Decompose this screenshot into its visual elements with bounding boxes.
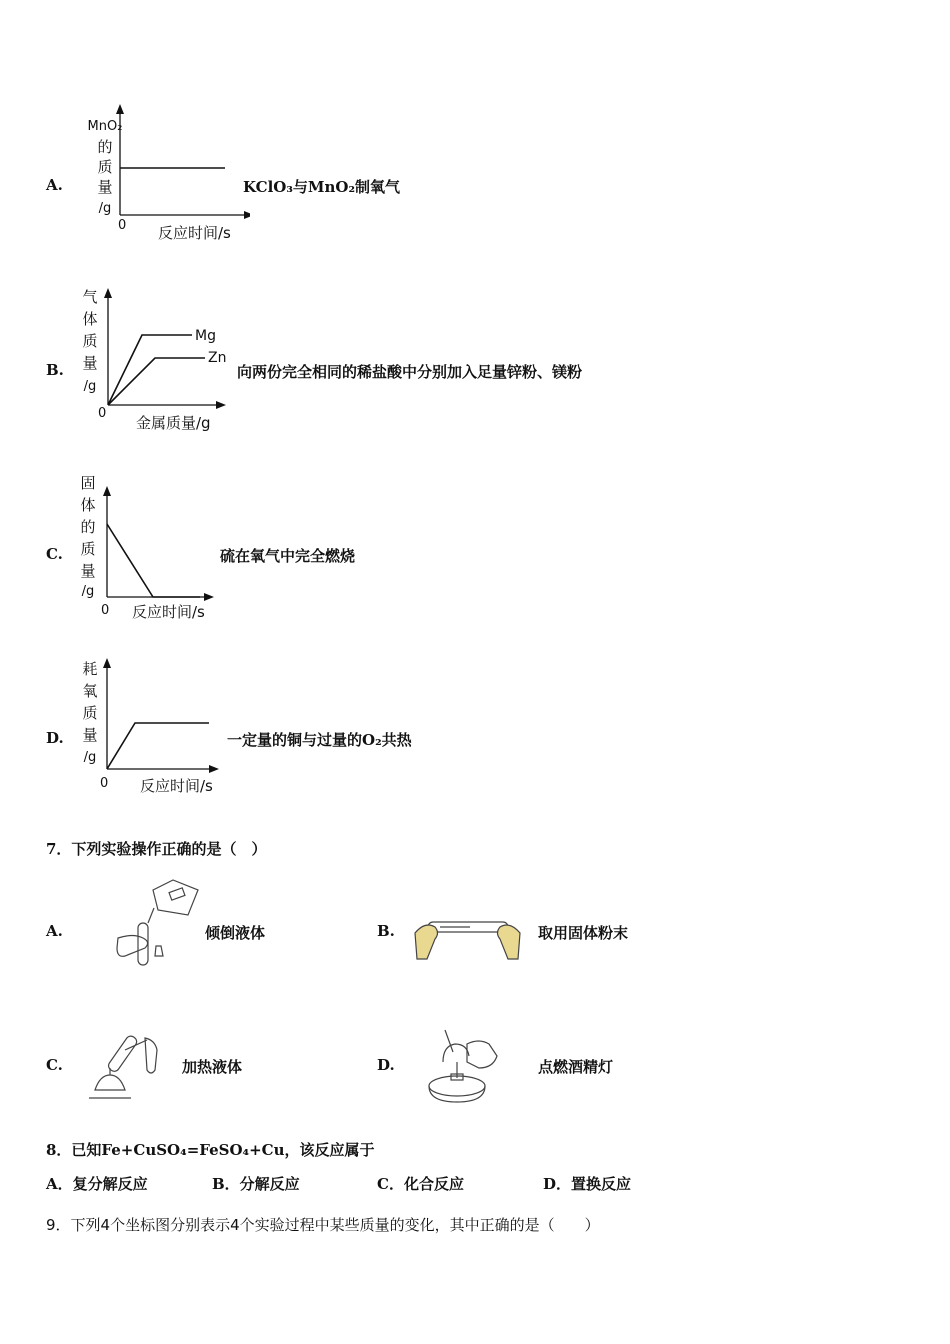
- y-label-4: 量: [82, 354, 98, 372]
- question-9: 9．下列4个坐标图分别表示4个实验过程中某些质量的变化，其中正确的是（ ）: [46, 1216, 600, 1234]
- origin-label: 0: [118, 218, 127, 233]
- question-7: 7．下列实验操作正确的是（ ）: [46, 840, 267, 858]
- graph-d: [70, 654, 230, 799]
- q7-option-d-letter: D.: [377, 1056, 395, 1074]
- q7-option-c-letter: C.: [46, 1056, 63, 1074]
- y-label-2: 的: [97, 138, 113, 156]
- y-label-4: 量: [82, 726, 98, 744]
- y-label-5: /g: [98, 201, 112, 216]
- x-arrow: [244, 211, 250, 219]
- light-lamp-illustration: [415, 1022, 510, 1107]
- x-arrow: [209, 765, 219, 773]
- option-b-letter: B.: [46, 361, 64, 379]
- y-label-2: 氧: [82, 682, 98, 700]
- q8-option-d: D．置换反应: [543, 1175, 632, 1193]
- mg-line: [108, 335, 192, 405]
- option-a-caption: KClO₃与MnO₂制氧气: [243, 178, 401, 196]
- option-d-caption: 一定量的铜与过量的O₂共热: [227, 731, 412, 749]
- x-axis-label: 反应时间/s: [158, 224, 231, 242]
- q7-option-b-letter: B.: [377, 922, 395, 940]
- graph-a: [70, 100, 250, 245]
- y-label-1: 耗: [82, 660, 98, 678]
- y-label-4: 质: [80, 540, 96, 558]
- y-label-3: 质: [82, 704, 98, 722]
- option-c-letter: C.: [46, 545, 63, 563]
- y-label-2: 体: [82, 310, 98, 328]
- q8-option-c: C．化合反应: [377, 1175, 464, 1193]
- question-8: 8．已知Fe+CuSO₄=FeSO₄+Cu，该反应属于: [46, 1141, 375, 1159]
- graph-b: [70, 284, 240, 436]
- option-d-letter: D.: [46, 729, 64, 747]
- q7-option-a-letter: A.: [46, 922, 63, 940]
- q8-option-b: B．分解反应: [212, 1175, 300, 1193]
- q7-option-c-label: 加热液体: [182, 1058, 243, 1076]
- solid-mass-line: [107, 524, 200, 597]
- option-a-letter: A.: [46, 176, 63, 194]
- origin-label: 0: [98, 406, 107, 421]
- y-label-2: 体: [80, 496, 96, 514]
- option-c-caption: 硫在氧气中完全燃烧: [220, 547, 356, 565]
- q7-option-a-label: 倾倒液体: [205, 924, 266, 942]
- y-label-5: 量: [80, 562, 96, 580]
- origin-label: 0: [100, 776, 109, 791]
- x-axis-label: 反应时间/s: [140, 777, 213, 795]
- x-arrow: [204, 593, 214, 601]
- y-label-5: /g: [83, 750, 97, 765]
- y-label-1: 气: [82, 288, 98, 306]
- y-label-6: /g: [81, 584, 95, 599]
- y-label-3: 质: [82, 332, 98, 350]
- zn-label: Zn: [208, 350, 227, 366]
- origin-label: 0: [101, 603, 110, 618]
- y-label-1: 固: [80, 474, 96, 492]
- pour-liquid-illustration: [108, 868, 203, 968]
- y-label-5: /g: [83, 379, 97, 394]
- y-label-4: 量: [97, 178, 113, 196]
- x-axis-label: 金属质量/g: [136, 414, 211, 432]
- mg-label: Mg: [195, 328, 216, 344]
- y-label-1: MnO₂: [87, 119, 123, 134]
- oxygen-line: [107, 723, 209, 769]
- graph-c: [70, 470, 230, 625]
- q7-option-b-label: 取用固体粉末: [538, 924, 629, 942]
- q7-option-d-label: 点燃酒精灯: [538, 1058, 614, 1076]
- y-label-3: 的: [80, 518, 96, 536]
- zn-line: [108, 358, 205, 405]
- x-axis-label: 反应时间/s: [132, 603, 205, 621]
- option-b-caption: 向两份完全相同的稀盐酸中分别加入足量锌粉、镁粉: [237, 363, 583, 381]
- x-arrow: [216, 401, 226, 409]
- powder-illustration: [410, 908, 525, 963]
- y-label-3: 质: [97, 158, 113, 176]
- heat-liquid-illustration: [85, 1030, 170, 1102]
- q8-option-a: A．复分解反应: [46, 1175, 148, 1193]
